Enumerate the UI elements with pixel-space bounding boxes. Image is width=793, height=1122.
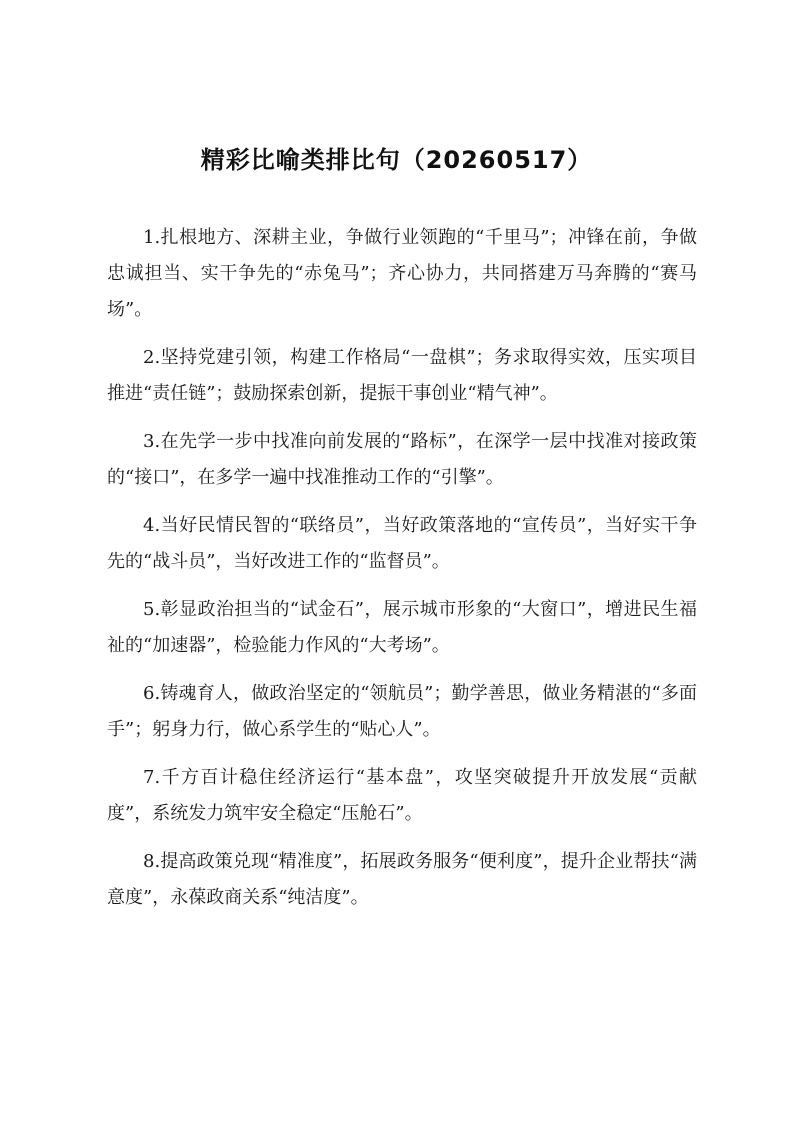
paragraph-8: 8.提高政策兑现“精准度”，拓展政务服务“便利度”，提升企业帮扶“满意度”，永葆政商关系“纯洁度”。 [107, 851, 697, 908]
paragraph-5: 5.彰显政治担当的“试金石”，展示城市形象的“大窗口”，增进民生福祉的“加速器”，检验能力作风的“大考场”。 [107, 599, 697, 656]
paragraph-7: 7.千方百计稳住经济运行“基本盘”，攻坚突破提升开放发展“贡献度”，系统发力筑牢安全稳定“压舱石”。 [107, 767, 697, 824]
document-title: 精彩比喻类排比句（20260517） [200, 146, 593, 174]
paragraph-6: 6.铸魂育人，做政治坚定的“领航员”；勤学善思，做业务精湛的“多面手”；躬身力行，做心系学生的“贴心人”。 [107, 683, 697, 740]
paragraph-1: 1.扎根地方、深耕主业，争做行业领跑的“千里马”；冲锋在前，争做忠诚担当、实干争先的“赤兔马”；齐心协力，共同搭建万马奔腾的“赛马场”。 [107, 227, 697, 320]
paragraph-4: 4.当好民情民智的“联络员”，当好政策落地的“宣传员”，当好实干争先的“战斗员”，当好改进工作的“监督员”。 [107, 515, 697, 572]
paragraph-3: 3.在先学一步中找准向前发展的“路标”，在深学一层中找准对接政策的“接口”，在多学一遍中找准推动工作的“引擎”。 [107, 431, 697, 488]
document-body [107, 220, 697, 928]
paragraph-2: 2.坚持党建引领，构建工作格局“一盘棋”；务求取得实效，压实项目推进“责任链”；鼓励探索创新，提振干事创业“精气神”。 [107, 347, 697, 404]
